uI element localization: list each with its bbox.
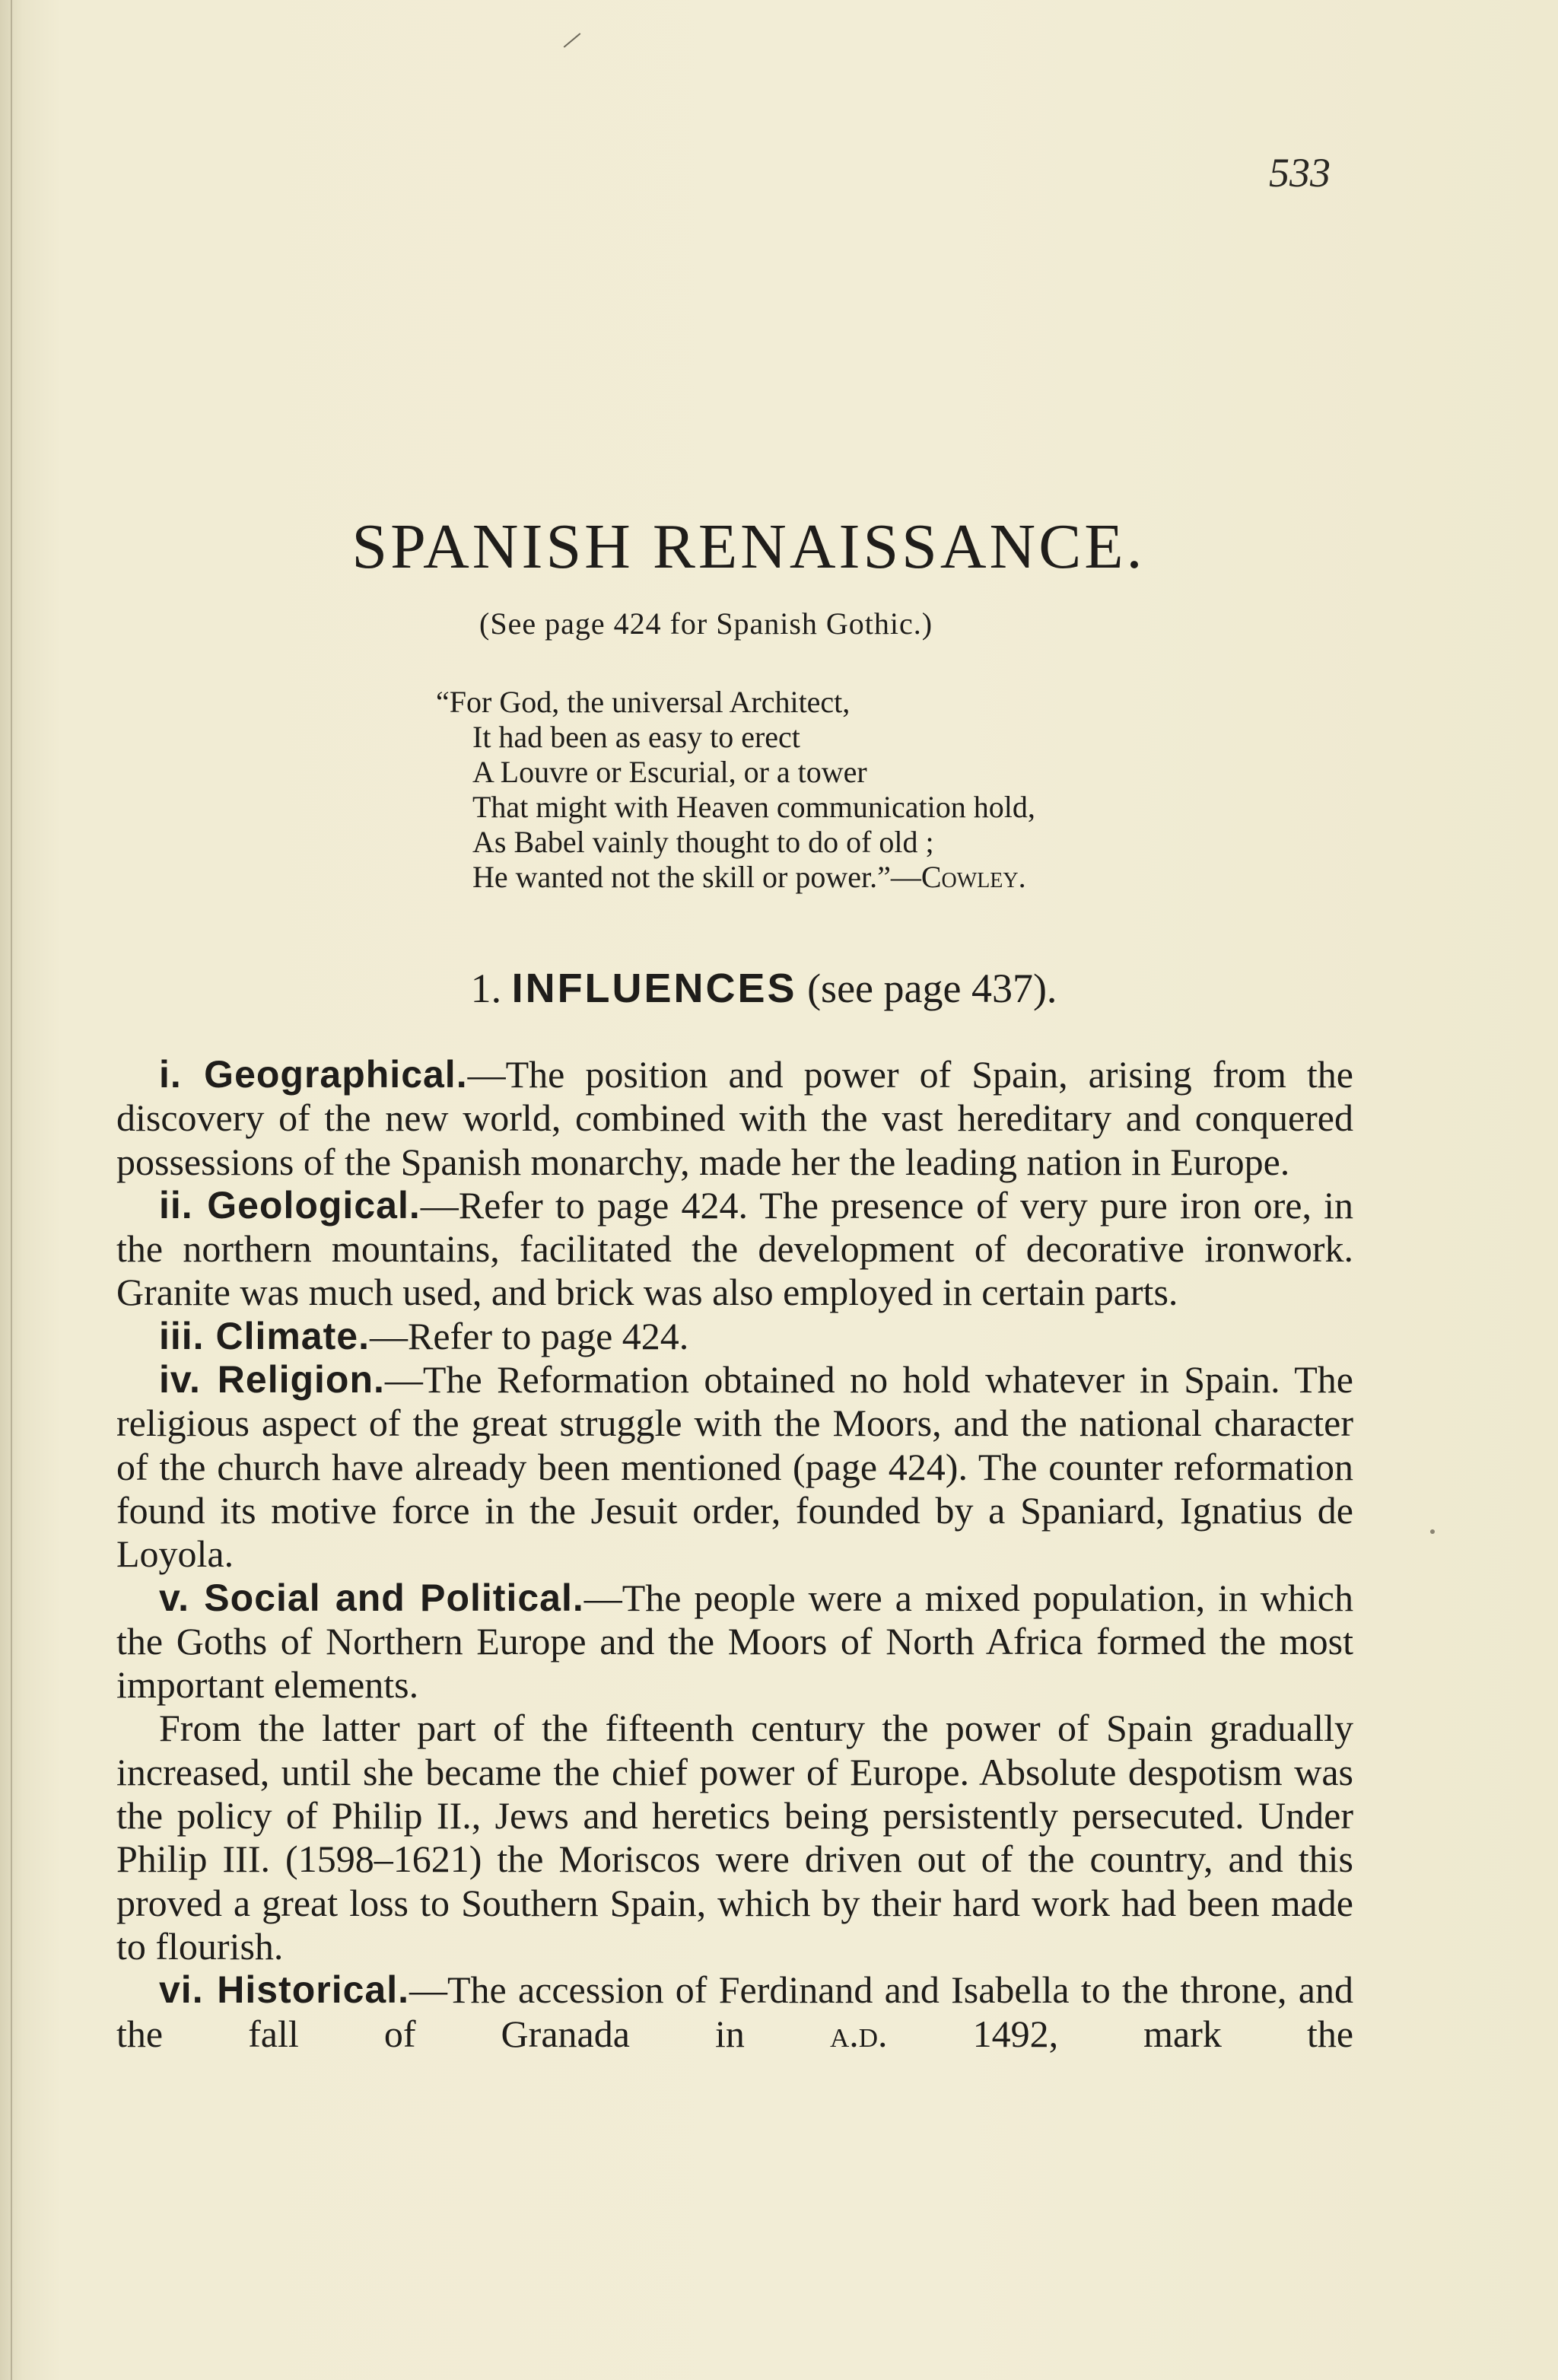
page-number: 533	[1269, 150, 1331, 196]
paragraph-heading: iv. Religion.	[159, 1358, 385, 1402]
paragraph-heading: iii. Climate.	[159, 1314, 370, 1357]
epigraph-line: As Babel vainly thought to do of old ;	[472, 825, 934, 859]
pencil-mark	[564, 33, 581, 48]
page-edge	[11, 0, 12, 2380]
paragraph	[116, 1577, 1353, 1707]
paragraph-heading: v. Social and Political.	[159, 1576, 584, 1619]
epigraph	[436, 685, 1035, 895]
epigraph-line: “For God, the universal Architect,	[436, 685, 851, 719]
paragraph-text: —The people were a mixed population, in which the Goths of Northern Europe and the Moors of North Africa formed the most important elements.	[116, 1576, 1353, 1707]
paragraph	[116, 1707, 1353, 1968]
paragraph	[116, 1184, 1353, 1315]
paragraph-text: —Refer to page 424. The presence of very pure iron ore, in the northern mountains, facilitated the development of decorative ironwork. Granite was much used, and brick was also employed in certain parts.	[116, 1183, 1353, 1314]
paragraph-text: —The position and power of Spain, arising from the discovery of the new world, combined with the vast hereditary and conquered possessions of the Spanish monarchy, made her the leading nation in Europe.	[116, 1053, 1353, 1183]
paragraph	[116, 1358, 1353, 1576]
see-note: (See page 424 for Spanish Gothic.)	[479, 606, 933, 641]
epigraph-line: It had been as easy to erect	[472, 720, 800, 754]
epigraph-last-line	[436, 860, 1035, 895]
epigraph-line: That might with Heaven communication hold,	[472, 790, 1035, 824]
section-heading-text	[471, 966, 1057, 1011]
paragraph-text: —Refer to page 424.	[369, 1314, 689, 1357]
section-title: INFLUENCES	[511, 966, 797, 1011]
section-ref: (see page 437).	[807, 966, 1057, 1011]
paragraph-heading: ii. Geological.	[159, 1183, 421, 1227]
paragraph-heading: vi. Historical.	[159, 1968, 409, 2012]
paragraph-text: From the latter part of the fifteenth century the power of Spain gradually increased, until she became the chief power of Europe. Absolute despotism was the policy of Philip II., Jews and heretics being persistently persecuted. Under Philip III. (1598–1621) the Moriscos were driven out of the country, and this proved a great loss to Southern Spain, which by their hard work had been made to flourish.	[116, 1707, 1353, 1968]
paragraph-tail: 1492, mark the	[972, 2012, 1354, 2055]
epigraph-author: Cowley.	[920, 860, 1026, 894]
page-title-text: SPANISH RENAISSANCE.	[351, 511, 1146, 582]
paragraph-text: —The accession of Ferdinand and Isabella to the throne, and the fall of Granada in	[116, 1968, 1353, 2055]
paper-speck	[1430, 1529, 1435, 1534]
page-title	[0, 510, 1558, 584]
paragraph-text: —The Reformation obtained no hold whatever in Spain. The religious aspect of the great struggle with the Moors, and the national character of the church have already been mentioned (page 424). The counter reformation found its motive force in the Jesuit order, founded by a Spaniard, Ignatius de Loyola.	[116, 1358, 1353, 1576]
epigraph-line: A Louvre or Escurial, or a tower	[472, 755, 867, 789]
era-abbreviation: a.d.	[829, 2012, 888, 2055]
section-number: 1.	[470, 966, 502, 1011]
epigraph-line: He wanted not the skill or power.”—	[472, 860, 921, 894]
section-heading	[0, 965, 1558, 1012]
body-text	[116, 1053, 1353, 2056]
paragraph	[116, 1053, 1353, 1184]
paragraph	[116, 1315, 1353, 1358]
paragraph	[116, 1968, 1353, 2056]
paragraph-heading: i. Geographical.	[159, 1053, 468, 1096]
